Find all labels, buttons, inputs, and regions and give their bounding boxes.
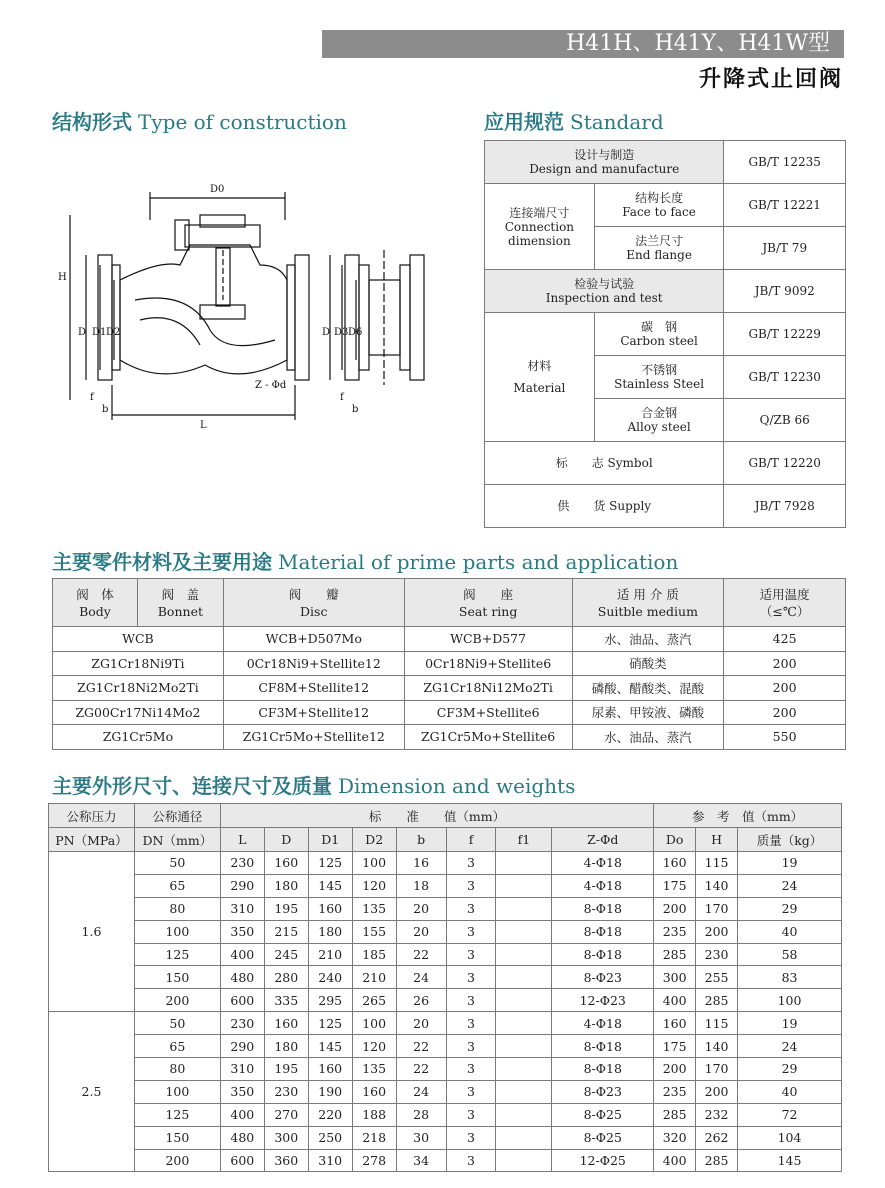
section-title-en: Type of construction	[138, 110, 347, 134]
material-header-medium: 适 用 介 质 Suitble medium	[572, 579, 724, 627]
dimension-table	[48, 803, 842, 1172]
dim-value-cell: 285	[696, 989, 738, 1012]
label-d6: D6	[348, 327, 363, 338]
label-b: b	[102, 404, 109, 415]
material-temp-cell: 200	[724, 676, 846, 701]
dim-value-cell: 3	[446, 1103, 496, 1126]
dim-dn-cell: 65	[134, 1035, 220, 1058]
dim-dn-cell: 100	[134, 920, 220, 943]
dim-value-cell	[496, 966, 552, 989]
dim-value-cell: 125	[308, 1012, 352, 1035]
standard-face-value: GB/T 12221	[724, 184, 846, 227]
dim-dn-cell: 100	[134, 1080, 220, 1103]
dim-value-cell: 280	[264, 966, 308, 989]
dim-col-header: L	[220, 828, 264, 852]
standard-flange-value: JB/T 79	[724, 227, 846, 270]
dim-value-cell: 160	[264, 852, 308, 875]
dim-header-dn: 公称通径	[134, 804, 220, 828]
dim-value-cell: 8-Φ18	[552, 1058, 654, 1081]
material-seat-cell: 0Cr18Ni9+Stellite6	[404, 651, 572, 676]
material-medium-cell: 水、油品、蒸汽	[572, 627, 724, 652]
material-disc-cell: ZG1Cr5Mo+Stellite12	[223, 725, 404, 750]
label-d1: D1	[92, 327, 107, 338]
dim-value-cell: 160	[654, 1012, 696, 1035]
dim-value-cell: 290	[220, 874, 264, 897]
dim-value-cell: 29	[738, 897, 842, 920]
table-row	[49, 1058, 842, 1081]
standard-stainless-cell: 不锈钢 Stainless Steel	[594, 356, 724, 399]
standard-supply-value: JB/T 7928	[724, 485, 846, 528]
table-row	[49, 1080, 842, 1103]
dim-value-cell	[496, 1012, 552, 1035]
material-seat-cell: WCB+D577	[404, 627, 572, 652]
dim-dn-cell: 80	[134, 1058, 220, 1081]
dim-value-cell: 600	[220, 989, 264, 1012]
dim-value-cell: 200	[696, 920, 738, 943]
dim-value-cell: 350	[220, 920, 264, 943]
dim-dn-cell: 150	[134, 966, 220, 989]
standard-stainless-value: GB/T 12230	[724, 356, 846, 399]
dim-value-cell: 360	[264, 1149, 308, 1172]
valve-drawing	[40, 170, 460, 450]
standard-symbol-value: GB/T 12220	[724, 442, 846, 485]
section-title-material	[52, 546, 678, 575]
material-disc-cell: WCB+D507Mo	[223, 627, 404, 652]
dim-value-cell: 4-Φ18	[552, 874, 654, 897]
section-title-en: Standard	[570, 110, 664, 134]
dim-value-cell: 230	[220, 852, 264, 875]
dim-value-cell: 230	[264, 1080, 308, 1103]
dim-value-cell: 20	[396, 1012, 446, 1035]
dim-value-cell: 200	[696, 1080, 738, 1103]
dim-value-cell: 120	[352, 874, 396, 897]
dim-value-cell: 310	[220, 897, 264, 920]
table-row	[49, 874, 842, 897]
dim-value-cell: 400	[654, 989, 696, 1012]
standard-carbon-cell: 碳 钢 Carbon steel	[594, 313, 724, 356]
dim-value-cell: 230	[696, 943, 738, 966]
model-banner: H41H、H41Y、H41W型	[322, 30, 844, 58]
dim-value-cell: 180	[308, 920, 352, 943]
dim-value-cell: 4-Φ18	[552, 1012, 654, 1035]
dim-value-cell: 175	[654, 1035, 696, 1058]
dim-value-cell: 3	[446, 1149, 496, 1172]
dim-value-cell: 26	[396, 989, 446, 1012]
dim-value-cell: 262	[696, 1126, 738, 1149]
dim-header-reference: 参 考 值（mm）	[654, 804, 842, 828]
dim-value-cell: 220	[308, 1103, 352, 1126]
standard-table	[484, 140, 846, 528]
dim-value-cell	[496, 1035, 552, 1058]
dim-value-cell: 40	[738, 920, 842, 943]
dim-value-cell: 24	[738, 874, 842, 897]
dim-value-cell: 155	[352, 920, 396, 943]
material-body-cell: ZG00Cr17Ni14Mo2	[53, 700, 224, 725]
dim-value-cell: 400	[220, 943, 264, 966]
dim-value-cell: 245	[264, 943, 308, 966]
dim-value-cell: 210	[308, 943, 352, 966]
material-seat-cell: ZG1Cr5Mo+Stellite6	[404, 725, 572, 750]
material-temp-cell: 200	[724, 700, 846, 725]
dim-pn-cell: 1.6	[49, 852, 135, 1012]
table-row	[49, 920, 842, 943]
dim-col-header: Z-Φd	[552, 828, 654, 852]
dim-pn-cell: 2.5	[49, 1012, 135, 1172]
dim-value-cell: 145	[308, 874, 352, 897]
dim-header-standard: 标 准 值（mm）	[220, 804, 653, 828]
dim-value-cell: 255	[696, 966, 738, 989]
dim-value-cell: 295	[308, 989, 352, 1012]
table-row	[49, 852, 842, 875]
table-row	[49, 1126, 842, 1149]
table-row	[49, 943, 842, 966]
label-l: L	[200, 420, 207, 431]
material-row	[53, 627, 846, 652]
dim-header-pn-unit: PN（MPa）	[49, 828, 135, 852]
material-seat-cell: CF3M+Stellite6	[404, 700, 572, 725]
material-row	[53, 700, 846, 725]
dim-value-cell: 230	[220, 1012, 264, 1035]
dim-value-cell: 24	[396, 966, 446, 989]
standard-connection-cell: 连接端尺寸 Connection dimension	[485, 184, 595, 270]
dim-value-cell: 125	[308, 852, 352, 875]
section-title-construction	[52, 106, 347, 135]
dim-dn-cell: 50	[134, 1012, 220, 1035]
dim-value-cell: 3	[446, 852, 496, 875]
table-row	[49, 897, 842, 920]
dim-value-cell: 240	[308, 966, 352, 989]
standard-inspection-cell: 检验与试验 Inspection and test	[485, 270, 724, 313]
dim-value-cell: 100	[738, 989, 842, 1012]
dim-value-cell: 285	[654, 1103, 696, 1126]
dim-value-cell: 480	[220, 966, 264, 989]
material-medium-cell: 尿素、甲铵液、磷酸	[572, 700, 724, 725]
dim-dn-cell: 125	[134, 1103, 220, 1126]
dim-value-cell: 3	[446, 1035, 496, 1058]
dim-value-cell: 115	[696, 1012, 738, 1035]
dim-value-cell: 160	[308, 1058, 352, 1081]
dim-value-cell	[496, 874, 552, 897]
material-disc-cell: 0Cr18Ni9+Stellite12	[223, 651, 404, 676]
dim-value-cell: 235	[654, 920, 696, 943]
material-table-body	[53, 627, 846, 750]
dim-value-cell: 8-Φ18	[552, 1035, 654, 1058]
dim-value-cell: 18	[396, 874, 446, 897]
material-body-cell: ZG1Cr18Ni2Mo2Ti	[53, 676, 224, 701]
section-title-en: Material of prime parts and application	[278, 550, 679, 574]
material-temp-cell: 200	[724, 651, 846, 676]
dim-col-header: Do	[654, 828, 696, 852]
material-row	[53, 651, 846, 676]
dim-value-cell: 24	[396, 1080, 446, 1103]
dim-value-cell: 160	[352, 1080, 396, 1103]
section-title-cn: 应用规范	[484, 110, 564, 134]
material-temp-cell: 550	[724, 725, 846, 750]
dim-value-cell	[496, 989, 552, 1012]
dim-value-cell: 160	[308, 897, 352, 920]
dim-value-cell	[496, 1080, 552, 1103]
dim-value-cell: 310	[220, 1058, 264, 1081]
dim-col-header: 质量（kg）	[738, 828, 842, 852]
dim-value-cell	[496, 920, 552, 943]
dim-value-cell: 160	[264, 1012, 308, 1035]
dim-value-cell: 180	[264, 1035, 308, 1058]
dim-value-cell	[496, 852, 552, 875]
dim-col-header: b	[396, 828, 446, 852]
dim-value-cell: 3	[446, 897, 496, 920]
label-d3: D3	[334, 327, 349, 338]
dim-value-cell: 145	[738, 1149, 842, 1172]
material-seat-cell: ZG1Cr18Ni12Mo2Ti	[404, 676, 572, 701]
dim-value-cell: 290	[220, 1035, 264, 1058]
dim-dn-cell: 200	[134, 989, 220, 1012]
dim-value-cell: 135	[352, 1058, 396, 1081]
dim-value-cell: 218	[352, 1126, 396, 1149]
dim-value-cell: 19	[738, 1012, 842, 1035]
dim-value-cell: 20	[396, 920, 446, 943]
standard-supply-cell: 供 货 Supply	[485, 485, 724, 528]
table-row	[49, 966, 842, 989]
dim-value-cell: 285	[654, 943, 696, 966]
material-body-cell: ZG1Cr5Mo	[53, 725, 224, 750]
dim-value-cell: 8-Φ23	[552, 966, 654, 989]
label-d0: D0	[210, 184, 225, 195]
dim-value-cell: 3	[446, 943, 496, 966]
dim-value-cell: 140	[696, 874, 738, 897]
dim-value-cell: 22	[396, 943, 446, 966]
material-body-cell: WCB	[53, 627, 224, 652]
standard-symbol-cell: 标 志 Symbol	[485, 442, 724, 485]
dim-value-cell: 235	[654, 1080, 696, 1103]
dim-value-cell: 160	[654, 852, 696, 875]
dim-value-cell: 200	[654, 897, 696, 920]
dim-header-pn: 公称压力	[49, 804, 135, 828]
section-title-en: Dimension and weights	[338, 774, 576, 798]
label-f: f	[90, 392, 94, 403]
dim-value-cell: 195	[264, 897, 308, 920]
dim-value-cell: 185	[352, 943, 396, 966]
dim-value-cell: 135	[352, 897, 396, 920]
table-row	[49, 1012, 842, 1035]
section-title-cn: 主要外形尺寸、连接尺寸及质量	[52, 774, 332, 798]
dim-value-cell: 28	[396, 1103, 446, 1126]
material-medium-cell: 硝酸类	[572, 651, 724, 676]
label-h: H	[58, 272, 67, 283]
dim-value-cell: 104	[738, 1126, 842, 1149]
dim-value-cell: 145	[308, 1035, 352, 1058]
standard-material-cell: 材料 Material	[485, 313, 595, 442]
dim-value-cell: 350	[220, 1080, 264, 1103]
dim-value-cell	[496, 1103, 552, 1126]
dim-value-cell: 3	[446, 1126, 496, 1149]
dim-value-cell: 19	[738, 852, 842, 875]
material-temp-cell: 425	[724, 627, 846, 652]
label-d: D	[78, 327, 87, 338]
dim-value-cell: 300	[264, 1126, 308, 1149]
dim-value-cell: 310	[308, 1149, 352, 1172]
dim-value-cell: 30	[396, 1126, 446, 1149]
dim-value-cell: 3	[446, 1080, 496, 1103]
dim-value-cell: 480	[220, 1126, 264, 1149]
dim-value-cell: 3	[446, 966, 496, 989]
dim-value-cell: 232	[696, 1103, 738, 1126]
standard-carbon-value: GB/T 12229	[724, 313, 846, 356]
standard-inspection-value: JB/T 9092	[724, 270, 846, 313]
dim-value-cell: 180	[264, 874, 308, 897]
dim-value-cell: 270	[264, 1103, 308, 1126]
dim-value-cell: 40	[738, 1080, 842, 1103]
dim-dn-cell: 125	[134, 943, 220, 966]
dim-col-header: D2	[352, 828, 396, 852]
dim-col-header: H	[696, 828, 738, 852]
dim-value-cell	[496, 1126, 552, 1149]
dim-value-cell: 8-Φ23	[552, 1080, 654, 1103]
dim-col-header: f1	[496, 828, 552, 852]
dim-value-cell: 16	[396, 852, 446, 875]
dimension-table-body	[49, 852, 842, 1172]
dim-dn-cell: 50	[134, 852, 220, 875]
dim-value-cell: 300	[654, 966, 696, 989]
dim-value-cell: 170	[696, 897, 738, 920]
material-row	[53, 725, 846, 750]
dim-value-cell: 400	[654, 1149, 696, 1172]
dim-dn-cell: 200	[134, 1149, 220, 1172]
dim-value-cell: 170	[696, 1058, 738, 1081]
material-disc-cell: CF8M+Stellite12	[223, 676, 404, 701]
section-title-cn: 主要零件材料及主要用途	[52, 550, 272, 574]
dim-value-cell: 58	[738, 943, 842, 966]
dim-value-cell: 12-Φ25	[552, 1149, 654, 1172]
table-row	[49, 989, 842, 1012]
dim-value-cell: 22	[396, 1035, 446, 1058]
standard-face-cell: 结构长度 Face to face	[594, 184, 724, 227]
section-title-cn: 结构形式	[52, 110, 132, 134]
dim-value-cell: 215	[264, 920, 308, 943]
dim-value-cell	[496, 943, 552, 966]
standard-flange-cell: 法兰尺寸 End flange	[594, 227, 724, 270]
dim-value-cell: 3	[446, 989, 496, 1012]
material-table	[52, 578, 846, 750]
dim-value-cell: 335	[264, 989, 308, 1012]
dim-value-cell: 8-Φ25	[552, 1126, 654, 1149]
dim-value-cell: 22	[396, 1058, 446, 1081]
dim-value-cell: 400	[220, 1103, 264, 1126]
dim-value-cell: 265	[352, 989, 396, 1012]
label-d-side: D	[322, 327, 331, 338]
material-body-cell: ZG1Cr18Ni9Ti	[53, 651, 224, 676]
dim-value-cell: 4-Φ18	[552, 852, 654, 875]
dim-value-cell: 120	[352, 1035, 396, 1058]
dim-col-header: f	[446, 828, 496, 852]
dim-value-cell: 12-Φ23	[552, 989, 654, 1012]
dim-value-cell: 3	[446, 1012, 496, 1035]
dim-value-cell: 3	[446, 920, 496, 943]
table-row	[49, 1103, 842, 1126]
dim-dn-cell: 150	[134, 1126, 220, 1149]
material-medium-cell: 磷酸、醋酸类、混酸	[572, 676, 724, 701]
dim-value-cell: 29	[738, 1058, 842, 1081]
material-row	[53, 676, 846, 701]
dim-col-header: D	[264, 828, 308, 852]
dim-value-cell: 210	[352, 966, 396, 989]
dim-value-cell: 285	[696, 1149, 738, 1172]
dim-value-cell: 34	[396, 1149, 446, 1172]
section-title-standard	[484, 106, 664, 135]
material-header-body: 阀 体 Body	[53, 579, 138, 627]
dim-col-header: D1	[308, 828, 352, 852]
material-header-temp: 适用温度 （≤℃）	[724, 579, 846, 627]
product-name: 升降式止回阀	[698, 67, 843, 92]
dim-value-cell	[496, 1149, 552, 1172]
dim-dn-cell: 80	[134, 897, 220, 920]
dim-value-cell: 250	[308, 1126, 352, 1149]
dim-value-cell: 600	[220, 1149, 264, 1172]
dim-value-cell: 72	[738, 1103, 842, 1126]
material-disc-cell: CF3M+Stellite12	[223, 700, 404, 725]
standard-design-cell: 设计与制造 Design and manufacture	[485, 141, 724, 184]
dim-value-cell: 8-Φ25	[552, 1103, 654, 1126]
standard-alloy-value: Q/ZB 66	[724, 399, 846, 442]
dim-value-cell: 140	[696, 1035, 738, 1058]
dim-value-cell: 3	[446, 1058, 496, 1081]
dim-value-cell: 8-Φ18	[552, 943, 654, 966]
dim-value-cell	[496, 1058, 552, 1081]
dim-value-cell	[496, 897, 552, 920]
dim-value-cell: 20	[396, 897, 446, 920]
label-z: Z - Φd	[255, 380, 287, 391]
dim-value-cell: 320	[654, 1126, 696, 1149]
dim-value-cell: 278	[352, 1149, 396, 1172]
dim-value-cell: 24	[738, 1035, 842, 1058]
standard-design-value: GB/T 12235	[724, 141, 846, 184]
standard-alloy-cell: 合金钢 Alloy steel	[594, 399, 724, 442]
table-row	[49, 1149, 842, 1172]
dim-value-cell: 190	[308, 1080, 352, 1103]
table-row	[49, 1035, 842, 1058]
dim-value-cell: 100	[352, 1012, 396, 1035]
label-f-side: f	[340, 392, 344, 403]
material-medium-cell: 水、油品、蒸汽	[572, 725, 724, 750]
dim-value-cell: 8-Φ18	[552, 897, 654, 920]
dim-value-cell: 100	[352, 852, 396, 875]
dim-dn-cell: 65	[134, 874, 220, 897]
dim-value-cell: 195	[264, 1058, 308, 1081]
dim-value-cell: 115	[696, 852, 738, 875]
material-header-bonnet: 阀 盖 Bonnet	[137, 579, 223, 627]
dim-value-cell: 8-Φ18	[552, 920, 654, 943]
dim-value-cell: 83	[738, 966, 842, 989]
label-d2: D2	[106, 327, 121, 338]
dim-value-cell: 200	[654, 1058, 696, 1081]
label-b-side: b	[352, 404, 359, 415]
dim-value-cell: 175	[654, 874, 696, 897]
material-header-seat: 阀 座 Seat ring	[404, 579, 572, 627]
dim-header-dn-unit: DN（mm）	[134, 828, 220, 852]
material-header-disc: 阀 瓣 Disc	[223, 579, 404, 627]
section-title-dimension	[52, 770, 575, 799]
dim-value-cell: 3	[446, 874, 496, 897]
dim-value-cell: 188	[352, 1103, 396, 1126]
